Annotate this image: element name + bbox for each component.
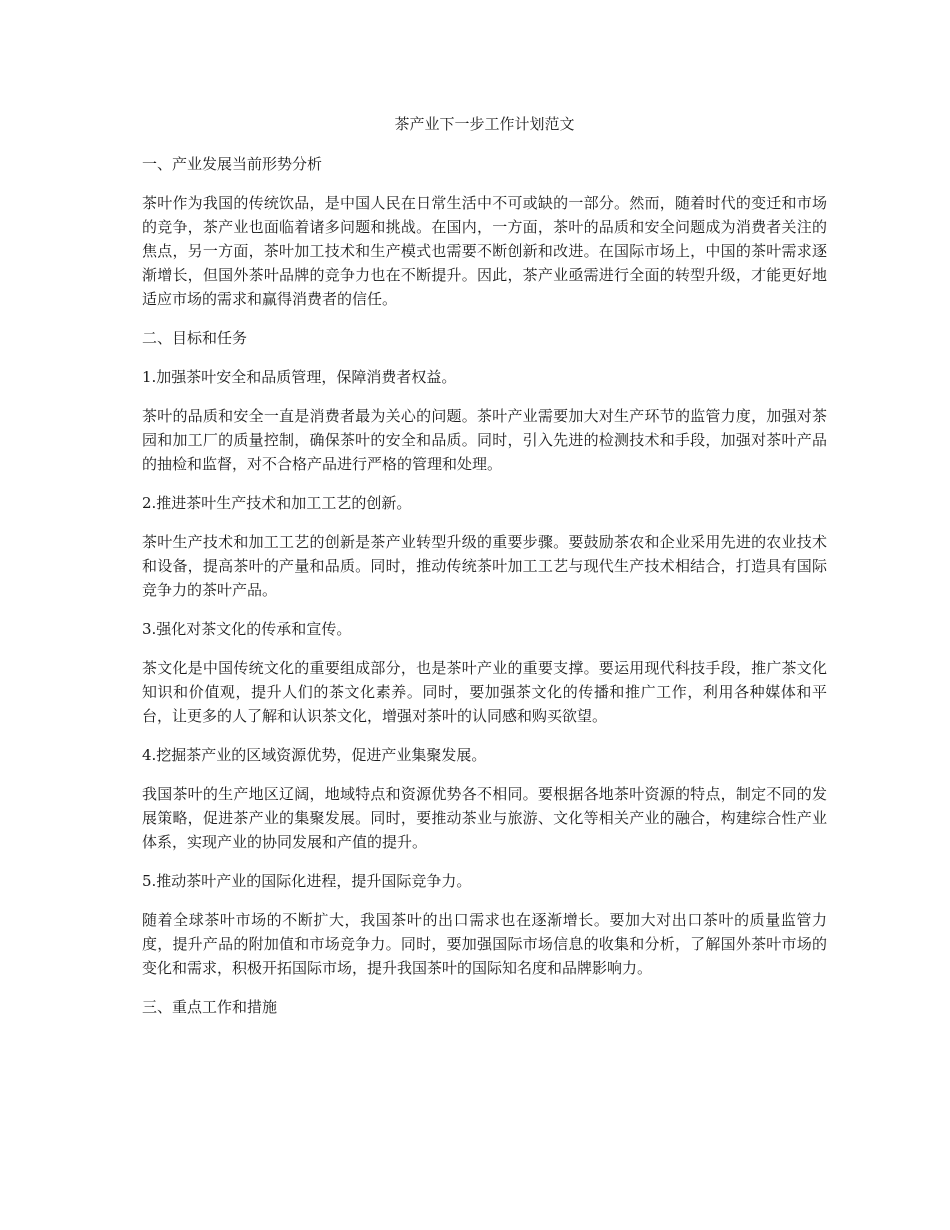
task-heading-4: 4.挖掘茶产业的区域资源优势，促进产业集聚发展。: [142, 746, 487, 764]
task-heading-3: 3.强化对茶文化的传承和宣传。: [142, 620, 352, 638]
task-heading-1: 1.加强茶叶安全和品质管理，保障消费者权益。: [142, 368, 457, 386]
task-paragraph-1: 茶叶的品质和安全一直是消费者最为关心的问题。茶叶产业需要加大对生产环节的监管力度，加强对茶园和加工厂的质量控制，确保茶叶的安全和品质。同时，引入先进的检测技术和手段，加强对茶叶产品的抽检和监督，对不合格产品进行严格的管理和处理。: [142, 407, 827, 473]
task-heading-2: 2.推进茶叶生产技术和加工工艺的创新。: [142, 494, 412, 512]
task-paragraph-3: 茶文化是中国传统文化的重要组成部分，也是茶叶产业的重要支撑。要运用现代科技手段，推广茶文化知识和价值观，提升人们的茶文化素养。同时，要加强茶文化的传播和推广工作，利用各种媒体和平台，让更多的人了解和认识茶文化，增强对茶叶的认同感和购买欲望。: [142, 659, 827, 725]
task-paragraph-4: 我国茶叶的生产地区辽阔，地域特点和资源优势各不相同。要根据各地茶叶资源的特点，制定不同的发展策略，促进茶产业的集聚发展。同时，要推动茶业与旅游、文化等相关产业的融合，构建综合性产业体系，实现产业的协同发展和产值的提升。: [142, 785, 827, 851]
section-heading-situation: 一、产业发展当前形势分析: [142, 155, 323, 173]
section-heading-goals: 二、目标和任务: [142, 329, 248, 347]
paragraph-situation: 茶叶作为我国的传统饮品，是中国人民在日常生活中不可或缺的一部分。然而，随着时代的变迁和市场的竞争，茶产业也面临着诸多问题和挑战。在国内，一方面，茶叶的品质和安全问题成为消费者关注的焦点，另一方面，茶叶加工技术和生产模式也需要不断创新和改进。在国际市场上，中国的茶叶需求逐渐增长，但国外茶叶品牌的竞争力也在不断提升。因此，茶产业亟需进行全面的转型升级，才能更好地适应市场的需求和赢得消费者的信任。: [142, 194, 827, 308]
section-heading-measures: 三、重点工作和措施: [142, 998, 278, 1016]
task-heading-5: 5.推动茶叶产业的国际化进程，提升国际竞争力。: [142, 872, 472, 890]
task-paragraph-5: 随着全球茶叶市场的不断扩大，我国茶叶的出口需求也在逐渐增长。要加大对出口茶叶的质量监管力度，提升产品的附加值和市场竞争力。同时，要加强国际市场信息的收集和分析，了解国外茶叶市场的变化和需求，积极开拓国际市场，提升我国茶叶的国际知名度和品牌影响力。: [142, 911, 827, 977]
task-paragraph-2: 茶叶生产技术和加工工艺的创新是茶产业转型升级的重要步骤。要鼓励茶农和企业采用先进的农业技术和设备，提高茶叶的产量和品质。同时，推动传统茶叶加工工艺与现代生产技术相结合，打造具有国际竞争力的茶叶产品。: [142, 533, 827, 599]
document-title: 茶产业下一步工作计划范文: [394, 115, 575, 133]
document-body: [142, 112, 827, 1034]
